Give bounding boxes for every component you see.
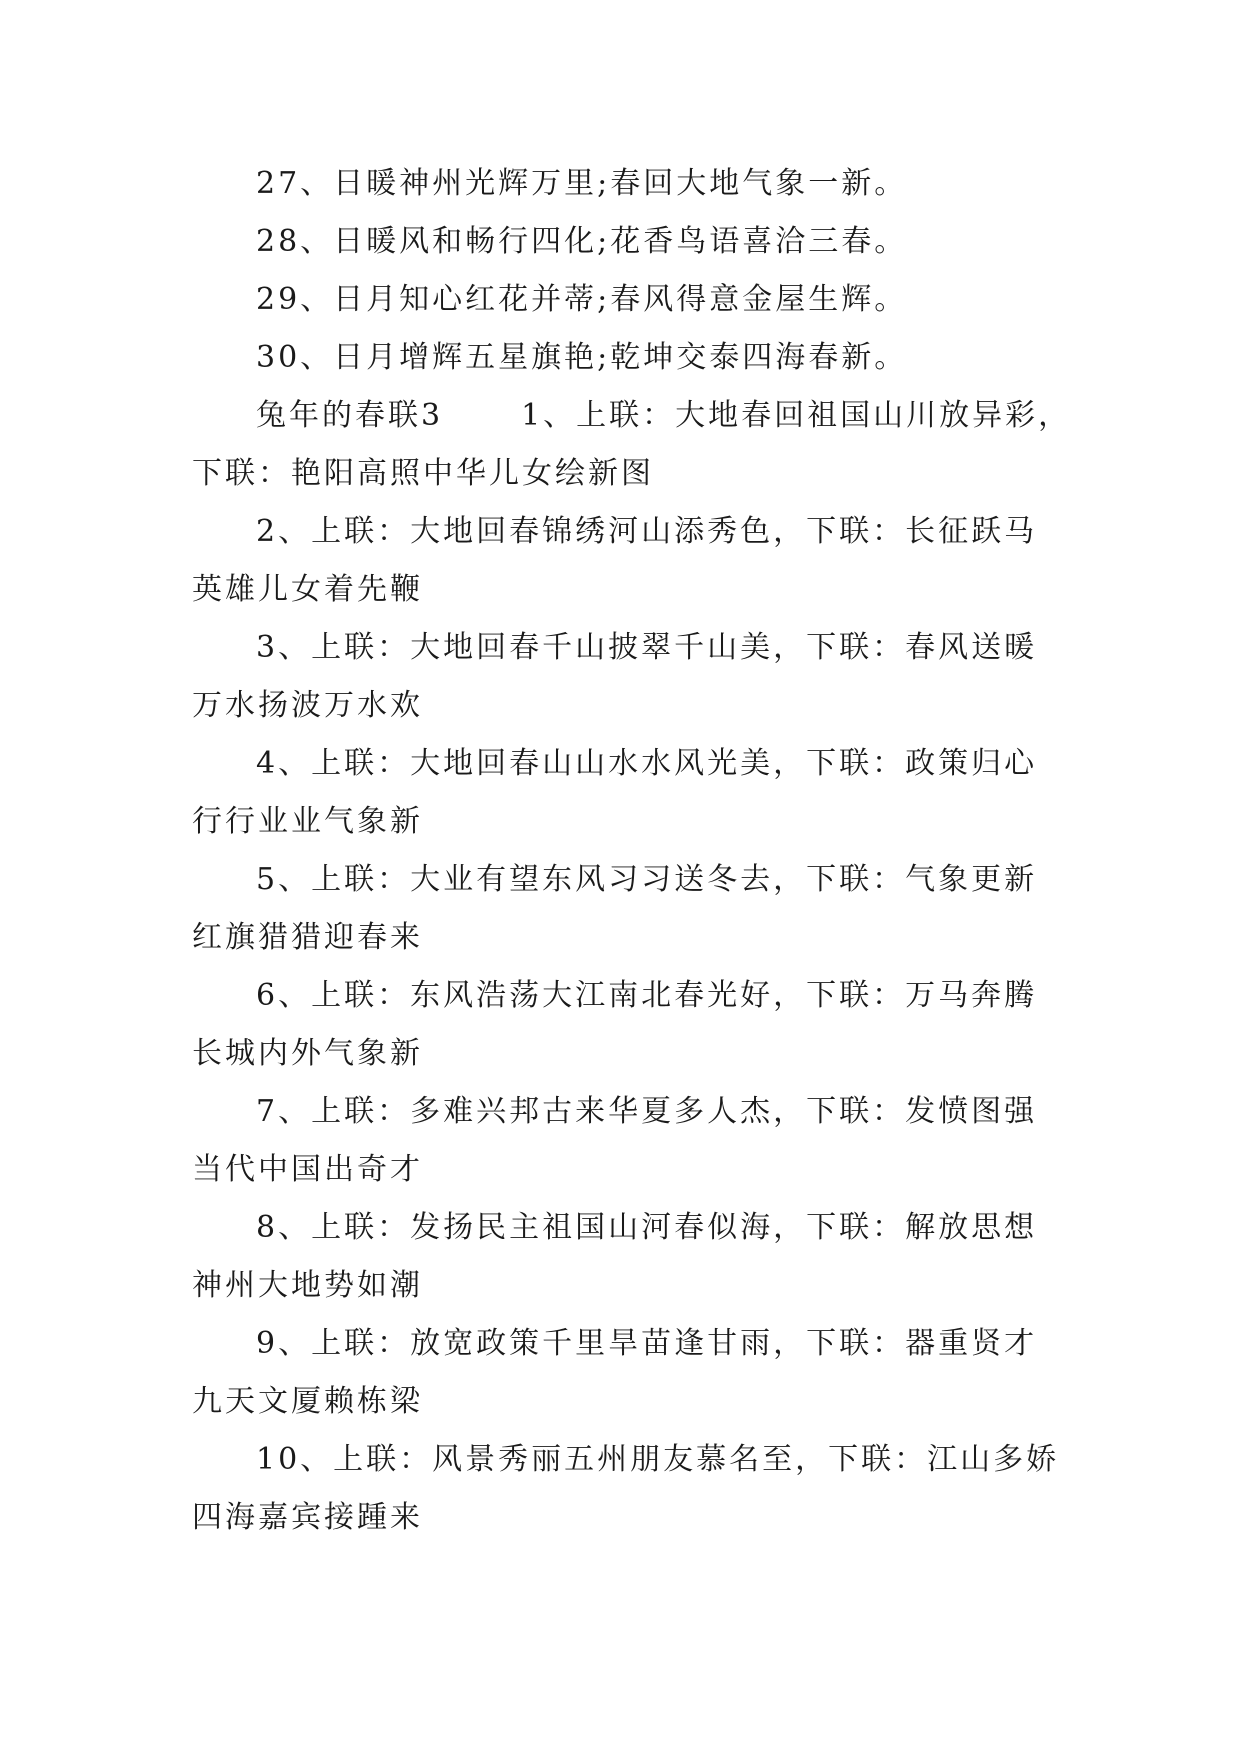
item-4-line-2	[192, 796, 1072, 854]
item-3-line-2	[192, 680, 1072, 738]
item-3-line-1	[192, 622, 1072, 680]
item-6-line-2	[192, 1028, 1072, 1086]
item-text: 7、上联：多难兴邦古来华夏多人杰，下联：发愤图强	[256, 1094, 1038, 1129]
item-10-line-2	[192, 1492, 1072, 1550]
item-2-line-2	[192, 564, 1072, 622]
item-text: 万水扬波万水欢	[192, 688, 423, 723]
item-text: 5、上联：大业有望东风习习送冬去，下联：气象更新	[256, 862, 1038, 897]
item-text: 神州大地势如潮	[192, 1268, 423, 1303]
item-10-line-1	[192, 1434, 1072, 1492]
item-1-first: 1、上联：大地春回祖国山川放异彩，	[521, 398, 1072, 433]
item-5-line-1	[192, 854, 1072, 912]
couplet-line-30	[192, 332, 1072, 390]
item-text: 英雄儿女着先鞭	[192, 572, 423, 607]
item-text: 10、上联：风景秀丽五州朋友慕名至，下联：江山多娇	[256, 1442, 1060, 1477]
couplet-text: 29、日月知心红花并蒂;春风得意金屋生辉。	[256, 282, 908, 317]
couplet-text: 27、日暖神州光辉万里;春回大地气象一新。	[256, 166, 908, 201]
item-5-line-2	[192, 912, 1072, 970]
item-text: 当代中国出奇才	[192, 1152, 423, 1187]
item-text: 6、上联：东风浩荡大江南北春光好，下联：万马奔腾	[256, 978, 1038, 1013]
document-body	[192, 158, 1072, 1550]
item-text: 长城内外气象新	[192, 1036, 423, 1071]
item-text: 行行业业气象新	[192, 804, 423, 839]
item-text: 3、上联：大地回春千山披翠千山美，下联：春风送暖	[256, 630, 1038, 665]
item-4-line-1	[192, 738, 1072, 796]
item-9-line-1	[192, 1318, 1072, 1376]
item-6-line-1	[192, 970, 1072, 1028]
section-heading: 兔年的春联3	[256, 398, 444, 433]
item-1-second: 下联：艳阳高照中华儿女绘新图	[192, 456, 654, 491]
item-text: 8、上联：发扬民主祖国山河春似海，下联：解放思想	[256, 1210, 1038, 1245]
couplet-line-27	[192, 158, 1072, 216]
item-7-line-1	[192, 1086, 1072, 1144]
couplet-text: 28、日暖风和畅行四化;花香鸟语喜洽三春。	[256, 224, 908, 259]
item-text: 4、上联：大地回春山山水水风光美，下联：政策归心	[256, 746, 1038, 781]
item-text: 9、上联：放宽政策千里旱苗逢甘雨，下联：器重贤才	[256, 1326, 1038, 1361]
item-2-line-1	[192, 506, 1072, 564]
couplet-text: 30、日月增辉五星旗艳;乾坤交泰四海春新。	[256, 340, 908, 375]
item-8-line-2	[192, 1260, 1072, 1318]
couplet-line-29	[192, 274, 1072, 332]
item-7-line-2	[192, 1144, 1072, 1202]
section-heading-line	[192, 390, 1072, 448]
item-8-line-1	[192, 1202, 1072, 1260]
couplet-line-28	[192, 216, 1072, 274]
item-text: 2、上联：大地回春锦绣河山添秀色，下联：长征跃马	[256, 514, 1038, 549]
item-text: 九天文厦赖栋梁	[192, 1384, 423, 1419]
item-text: 红旗猎猎迎春来	[192, 920, 423, 955]
item-text: 四海嘉宾接踵来	[192, 1500, 423, 1535]
item-9-line-2	[192, 1376, 1072, 1434]
item-1-continuation	[192, 448, 1072, 506]
